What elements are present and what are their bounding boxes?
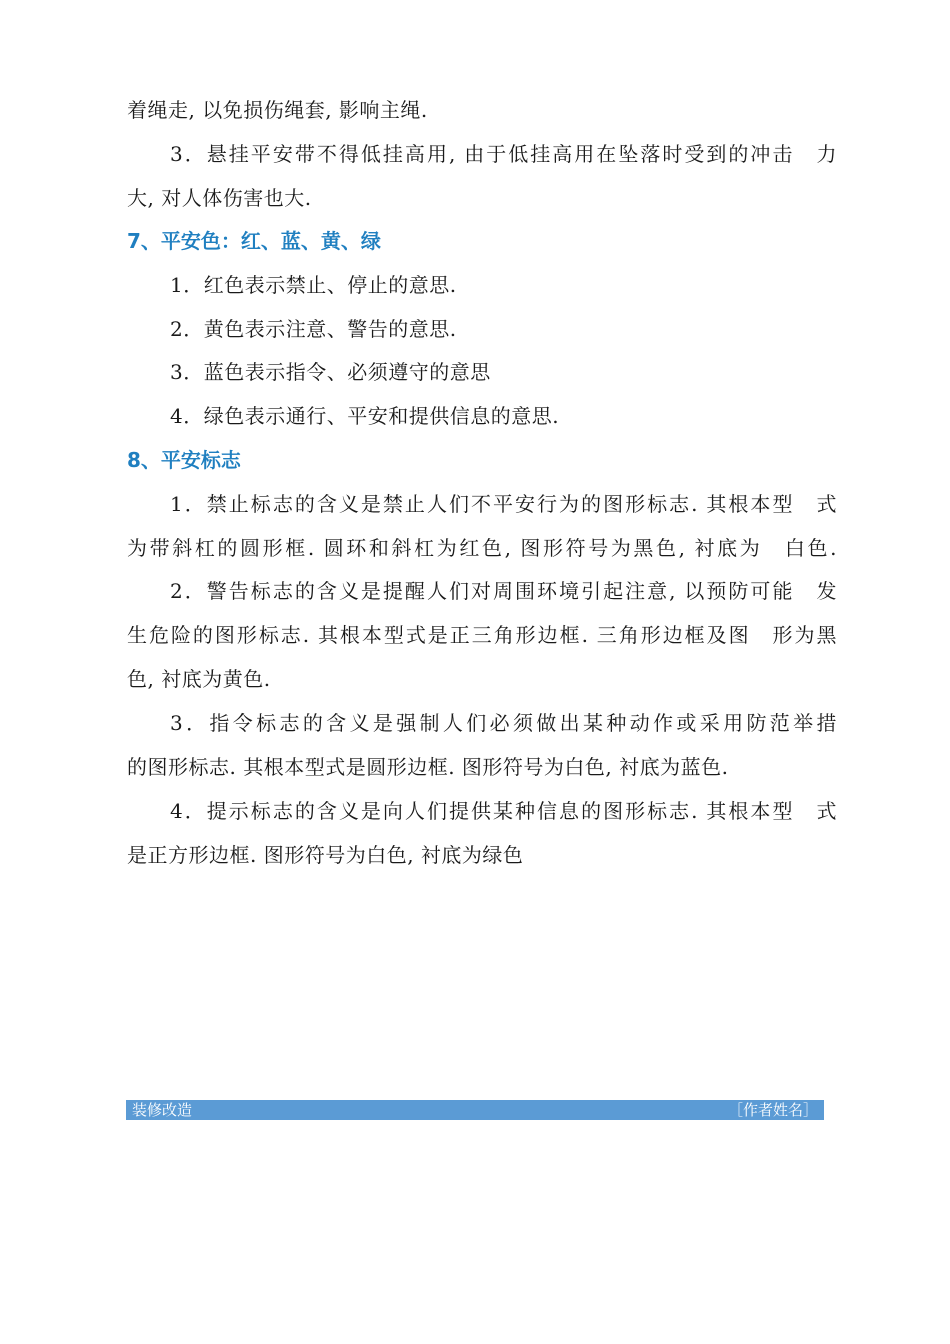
section-heading-7: 7、平安色：红、蓝、黄、绿	[127, 229, 381, 253]
list-item: 4．绿色表示通行、平安和提供信息的意思.	[170, 404, 560, 428]
body-line: 2．警告标志的含义是提醒人们对周围环境引起注意, 以预防可能 发	[170, 579, 837, 603]
body-line: 是正方形边框. 图形符号为白色, 衬底为绿色	[127, 843, 524, 867]
list-item: 2．黄色表示注意、警告的意思.	[170, 317, 457, 341]
footer-bar	[126, 1100, 824, 1120]
body-line: 大, 对人体伤害也大.	[127, 186, 312, 210]
body-line: 的图形标志. 其根本型式是圆形边框. 图形符号为白色, 衬底为蓝色.	[127, 755, 729, 779]
body-line: 色, 衬底为黄色.	[127, 667, 271, 691]
body-line: 4．提示标志的含义是向人们提供某种信息的图形标志. 其根本型 式	[170, 799, 837, 823]
body-line: 3．悬挂平安带不得低挂高用, 由于低挂高用在坠落时受到的冲击 力	[170, 142, 837, 166]
body-line: 生危险的图形标志. 其根本型式是正三角形边框. 三角形边框及图 形为黑	[127, 623, 837, 647]
body-line: 着绳走, 以免损伤绳套, 影响主绳.	[127, 98, 428, 122]
list-item: 3．蓝色表示指令、必须遵守的意思	[170, 360, 491, 384]
footer-category: 装修改造	[132, 1101, 193, 1119]
section-heading-8: 8、平安标志	[127, 448, 241, 472]
list-item: 1．红色表示禁止、停止的意思.	[170, 273, 457, 297]
body-line: 3．指令标志的含义是强制人们必须做出某种动作或采用防范举措	[170, 711, 837, 735]
body-line: 1．禁止标志的含义是禁止人们不平安行为的图形标志. 其根本型 式	[170, 492, 837, 516]
body-line: 为带斜杠的圆形框. 圆环和斜杠为红色, 图形符号为黑色, 衬底为 白色.	[127, 536, 837, 560]
footer-author: ［作者姓名］	[727, 1101, 818, 1119]
